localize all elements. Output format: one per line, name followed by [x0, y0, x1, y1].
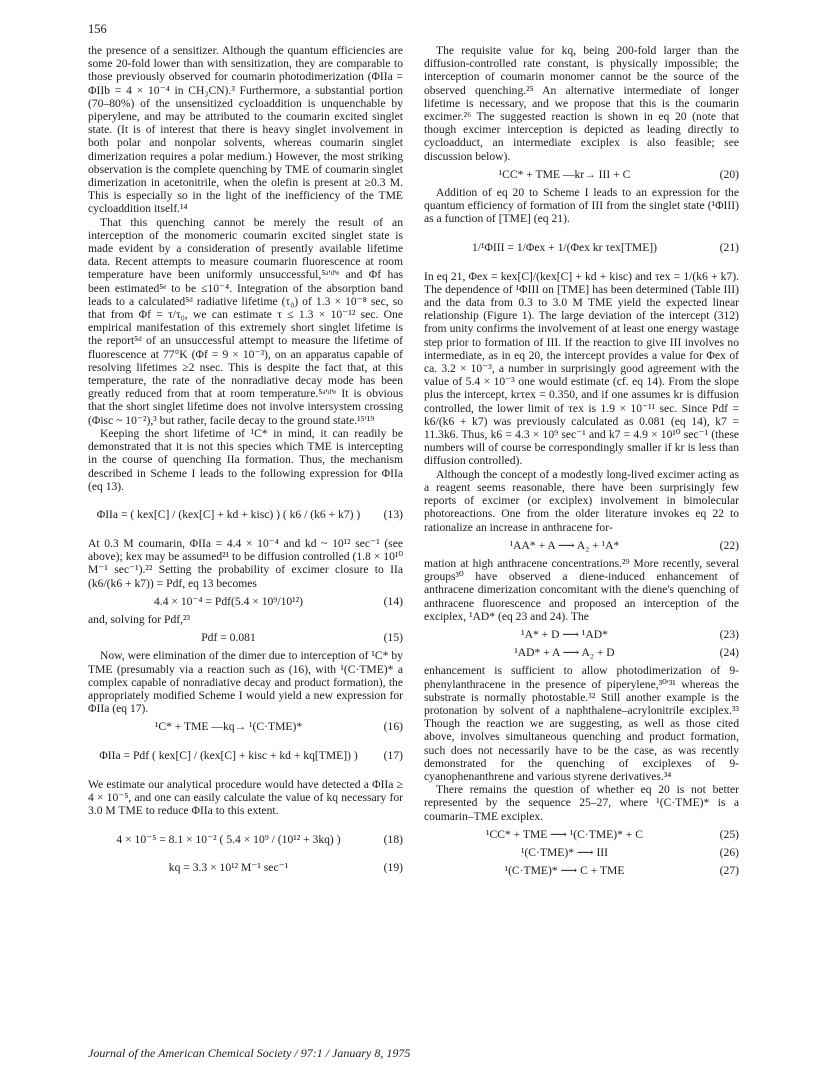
equation-17-number: (17) — [383, 748, 403, 762]
equation-15 — [88, 631, 403, 644]
equation-22 — [424, 539, 739, 552]
right-paragraph-7: There remains the question of whether eq 20 is not better represented by the sequence 25–27, where ¹(C·TME)* is a coumarin–TME exciplex. — [424, 783, 739, 823]
right-paragraph-1: The requisite value for kq, being 200-fold larger than the diffusion-controlled rate constant, is physically impossible; the interception of coumarin monomer cannot be the source of the observed quenching.²⁵ An alternative intermediate of longer lifetime is necessary, and we propose that this is the coumarin excimer.²⁶ The suggested reaction is shown in eq 20 (note that though excimer interception is depicted as leading directly to cycloadduct, an intermediate exciplex is also feasible; see discussion below). — [424, 44, 739, 163]
right-paragraph-2: Addition of eq 20 to Scheme I leads to an expression for the quantum efficiency of formation of III from the singlet state (¹ΦIII) as a function of [TME] (eq 21). — [424, 186, 739, 226]
equation-25-number: (25) — [719, 827, 739, 841]
equation-19-body: kq = 3.3 × 10¹² M⁻¹ sec⁻¹ — [168, 861, 289, 875]
equation-24 — [424, 646, 739, 659]
equation-22-body: ¹AA* + A ⟶ A₂ + ¹A* — [509, 538, 620, 552]
equation-23-body: ¹A* + D ⟶ ¹AD* — [521, 627, 608, 641]
equation-21-body: 1/¹ΦIII = 1/Φex + 1/(Φex kr τex[TME]) — [471, 241, 658, 255]
left-column — [88, 44, 403, 879]
equation-15-number: (15) — [383, 631, 403, 645]
equation-20 — [424, 168, 739, 181]
left-paragraph-7: We estimate our analytical procedure would have detected a ΦIIa ≥ 4 × 10⁻⁵, and one can easily calculate the value of kq necessary for 3.0 M TME to reduce ΦIIa to this extent. — [88, 777, 403, 817]
right-paragraph-3: In eq 21, Φex = kex[C]/(kex[C] + kd + kisc) and τex = 1/(k6 + k7). The dependence of ¹ΦIII on [TME] has been determined (Table III) and the data from 0.3 to 3.0 M TME yield the expected linear relationship (Figure 1). The large deviation of the intercept (312) from unity confirms the involvement of at least one energy wastage step prior to formation of III. If the reaction to give III involves no intermediate, as in eq 20, the intercept provides a value for Φex of ca. 3.2 × 10⁻³, a number in surprisingly good agreement with the value of 5.4 × 10⁻³ one would estimate (cf. eq 14). From the slope plus the intercept, krτex = 0.350, and if one assumes kr is diffusion controlled, the lower limit of τex is 1.9 × 10⁻¹¹ sec. Since Pdf = k6/(k6 + k7) was previously calculated as 0.081 (eq 14), k7 = 11.3k6. Thus, k6 = 4.3 × 10⁹ sec⁻¹ and k7 = 4.9 × 10¹⁰ sec⁻¹ (these numbers will of course be correspondingly smaller if kr is less than diffusion controlled). — [424, 269, 739, 468]
equation-22-number: (22) — [719, 538, 739, 552]
equation-27-number: (27) — [719, 864, 739, 878]
left-paragraph-4: At 0.3 M coumarin, ΦIIa = 4.4 × 10⁻⁴ and kd ~ 10¹² sec⁻¹ (see above); kex may be assumed²¹ to be diffusion controlled (1.8 × 10¹⁰ M⁻¹ sec⁻¹).²² Setting the probability of excimer closure to IIa (k6/(k6 + k7)) = Pdf, eq 13 becomes — [88, 536, 403, 590]
right-column — [424, 44, 739, 882]
equation-23-number: (23) — [719, 627, 739, 641]
equation-16-number: (16) — [383, 720, 403, 734]
equation-13-number: (13) — [383, 508, 403, 522]
equation-21 — [424, 231, 739, 265]
equation-16-body: ¹C* + TME —kq→ ¹(C·TME)* — [154, 720, 303, 734]
equation-24-body: ¹AD* + A ⟶ A₂ + D — [514, 646, 615, 660]
left-paragraph-6: Now, were elimination of the dimer due to interception of ¹C* by TME (presumably via a reaction such as (16), with ¹(C·TME)* a complex capable of nonradiative decay and product formation), the appropriately modified Scheme I would yield a new expression for ΦIIa (eq 17). — [88, 649, 403, 716]
equation-27 — [424, 864, 739, 877]
equation-14 — [88, 595, 403, 608]
journal-footer: Journal of the American Chemical Society / 97:1 / January 8, 1975 — [88, 1046, 411, 1060]
left-paragraph-5: and, solving for Pdf,²³ — [88, 612, 190, 626]
equation-19-number: (19) — [383, 861, 403, 875]
page-number: 156 — [88, 22, 107, 36]
equation-25-body: ¹CC* + TME ⟶ ¹(C·TME)* + C — [486, 827, 643, 841]
equation-18 — [88, 822, 403, 856]
equation-13-body: ΦIIa = ( kex[C] / (kex[C] + kd + kisc) ) ( k6 / (k6 + k7) ) — [96, 508, 361, 522]
equation-17-body: ΦIIa = Pdf ( kex[C] / (kex[C] + kisc + kd + kq[TME]) ) — [99, 748, 358, 762]
equation-20-number: (20) — [719, 167, 739, 181]
right-paragraph-5: mation at high anthracene concentrations.²⁹ More recently, several groups³⁰ have observed a diene-induced enhancement of anthracene dimerization concomitant with the diene's quenching of anthracene fluorescence and proposed an interception of the exciplex, ¹AD* (eq 23 and 24). The — [424, 556, 739, 623]
equation-26-body: ¹(C·TME)* ⟶ III — [520, 845, 609, 859]
equation-25 — [424, 828, 739, 841]
equation-16 — [88, 720, 403, 733]
equation-26 — [424, 846, 739, 859]
left-paragraph-3: Keeping the short lifetime of ¹C* in mind, it can readily be demonstrated that it is not this species which TME is intercepting in the course of quenching IIa formation. Thus, the mechanism described in Scheme I leads to the following expression for ΦIIa (eq 13). — [88, 426, 403, 493]
equation-26-number: (26) — [719, 845, 739, 859]
equation-17 — [88, 739, 403, 773]
equation-20-body: ¹CC* + TME —kr→ III + C — [498, 167, 631, 181]
equation-19 — [88, 861, 403, 874]
equation-21-number: (21) — [719, 241, 739, 255]
equation-15-body: Pdf = 0.081 — [201, 631, 256, 645]
equation-14-body: 4.4 × 10⁻⁴ = Pdf(5.4 × 10⁹/10¹²) — [154, 594, 303, 608]
left-paragraph-2: That this quenching cannot be merely the result of an interception of the monomeric coumarin excited singlet state is made evident by a consideration of presently available lifetime data. Recent attempts to measure coumarin fluorescence at room temperature have been uniformly unsuccessful,⁵ᵃ'ᵈ'ᵉ and Φf has been estimated⁵ᵉ to be ≤10⁻⁴. Integration of the absorption band leads to a calculated⁵ᵈ radiative lifetime (τ₀) of 1.3 × 10⁻⁸ sec, so that from Φf = τ/τ₀, we can estimate τ ≤ 1.3 × 10⁻¹² sec. One empirical manifestation of this extremely short singlet lifetime is the report⁵ᵈ of an unsuccessful attempt to measure the lifetime of fluorescence at 77°K (Φf = 9 × 10⁻³), on an apparatus capable of resolving lifetimes ≥2 nsec. This is despite the fact that, at this temperature, the rate of the nonradiative decay mode has been greatly reduced from that at room temperature.⁵ᵃ'ᵈ'ᵉ It is obvious that the short singlet lifetime does not involve intersystem crossing (Φisc ~ 10⁻²),³ but rather, facile decay to the ground state.¹⁵'¹⁹ — [88, 215, 403, 427]
equation-13 — [88, 498, 403, 532]
equation-23 — [424, 628, 739, 641]
equation-18-body: 4 × 10⁻⁵ = 8.1 × 10⁻² ( 5.4 × 10⁹ / (10¹² + 3kq) ) — [116, 832, 341, 846]
equation-18-number: (18) — [383, 832, 403, 846]
equation-27-body: ¹(C·TME)* ⟶ C + TME — [504, 864, 625, 878]
right-paragraph-4: Although the concept of a modestly long-lived excimer acting as a reagent seems reasonable, there have been surprisingly few reports of excimer (or exciplex) involvement in bimolecular photoreactions. One from the older literature invokes eq 22 to rationalize an increase in anthracene for- — [424, 467, 739, 534]
equation-14-number: (14) — [383, 594, 403, 608]
left-paragraph-1: the presence of a sensitizer. Although the quantum efficiencies are some 20-fold lower than with sensitization, they are comparable to those previously observed for coumarin photodimerization (ΦIIa = ΦIIb = 4 × 10⁻⁴ in CH₃CN).³ Furthermore, a substantial portion (70–80%) of the unsensitized cycloaddition is unquenchable by piperylene, and may be attributed to the coumarin excited singlet state. (It is of interest that there is heavy singlet involvement in both polar and nonpolar solvents, whereas coumarin singlet dimerization requires a polar medium.) However, the most striking observation is the complete quenching by TME of coumarin singlet dimerization in acetonitrile, when the olefin is present at ≥0.3 M. This is especially so in the light of the inefficiency of the TME cycloaddition itself.¹⁴ — [88, 44, 403, 216]
right-paragraph-6: enhancement is sufficient to allow photodimerization of 9-phenylanthracene in the presence of piperylene,³⁰'³¹ whereas the substrate is normally photostable.³² Still another example is the protonation by solvent of a naphthalene–acrylonitrile exciplex.³³ Though the reaction we are suggesting, as well as those cited above, involves simultaneous quenching and product formation, such does not necessarily have to be the case, as was recently demonstrated for the quenching of exciplexes of 9-cyanophenanthrene and various styrene derivatives.³⁴ — [424, 664, 739, 783]
equation-24-number: (24) — [719, 646, 739, 660]
